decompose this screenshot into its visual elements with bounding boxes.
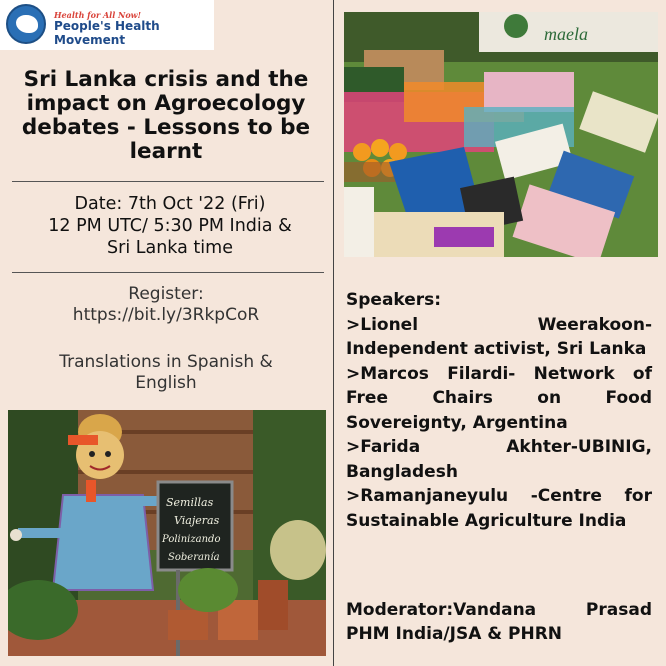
column-divider [333,0,334,666]
moderator-info [346,598,652,646]
sign-line: Semillas [166,496,214,509]
divider [12,272,324,273]
speaker-item: >Marcos Filardi- Network of Free Chairs on Food Sovereignty, Argentina [346,363,652,433]
scarecrow-photo [8,410,326,656]
moderator-surname: Prasad [585,600,652,620]
seed-fair-photo [344,12,658,257]
sign-line: Soberanía [168,552,220,563]
speaker-item: >Farida Akhter-UBINIG, Bangladesh [346,437,652,482]
speaker-item: >Lionel Weerakoon-Independent activist, Sri Lanka [346,314,652,359]
logo [0,0,214,50]
speakers-list [346,288,652,533]
event-title: Sri Lanka crisis and the impact on Agroecology debates - Lessons to be learnt [21,67,311,164]
event-date: Date: 7th Oct '22 (Fri) 12 PM UTC/ 5:30 PM India & Sri Lanka time [48,194,292,258]
sign-line: Viajeras [174,514,220,527]
banner-text: maela [544,24,588,44]
translations-info: Translations in Spanish & English [59,352,273,393]
register-label: Register: [128,284,204,304]
sign-line: Polinizando [162,534,221,545]
speakers-heading: Speakers: [346,290,442,310]
register-info [10,284,322,326]
globe-logo-icon [6,4,46,44]
logo-tagline: Health for All Now! [54,10,142,20]
logo-name: People's Health Movement [54,19,160,47]
moderator-label: Moderator:Vandana [346,600,537,620]
register-link[interactable]: https://bit.ly/3RkpCoR [72,305,260,325]
divider [12,181,324,182]
moderator-affiliation: PHM India/JSA & PHRN [346,624,563,644]
speaker-item: >Ramanjaneyulu -Centre for Sustainable Agriculture India [346,486,652,531]
